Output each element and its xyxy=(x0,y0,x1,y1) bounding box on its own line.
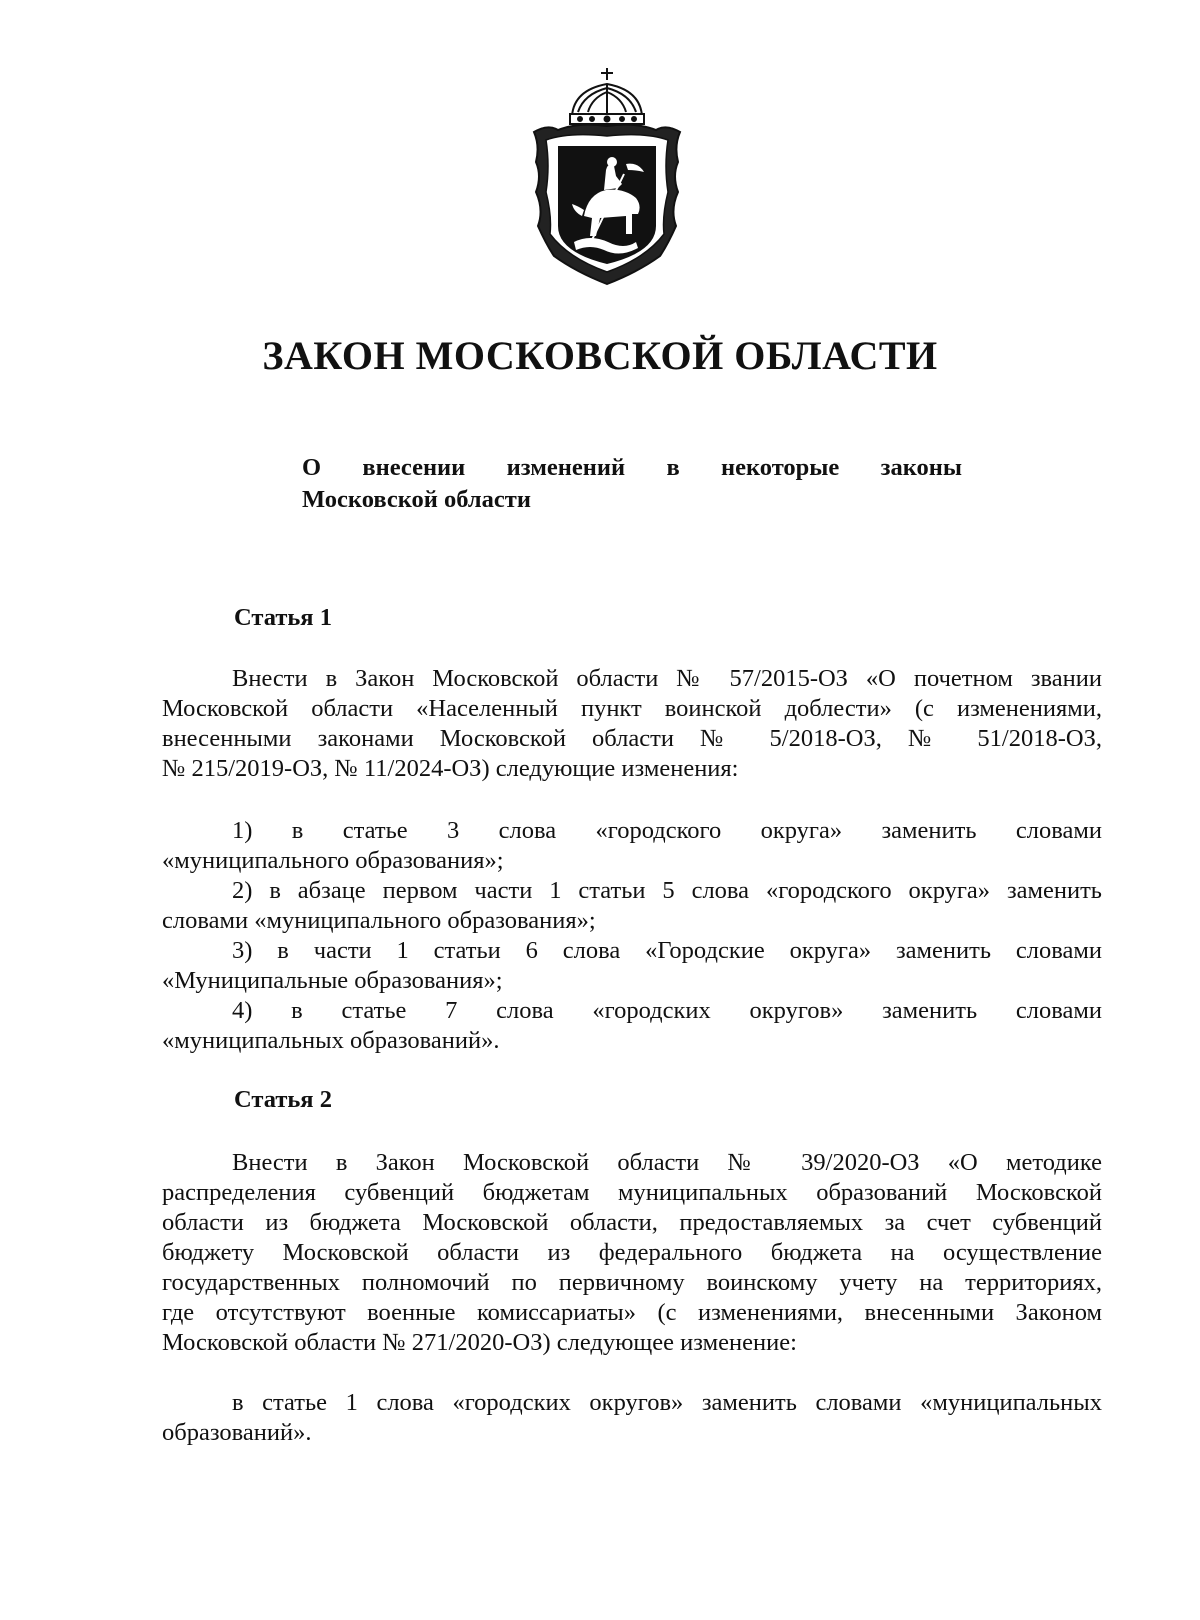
article-1-item-3 xyxy=(162,936,1102,996)
text-line: Московской области «Населенный пункт воинской доблести» (с изменениями, xyxy=(162,695,1102,722)
law-title: ЗАКОН МОСКОВСКОЙ ОБЛАСТИ xyxy=(262,333,938,378)
text-line: образований». xyxy=(162,1419,312,1446)
text-line: «муниципального образования»; xyxy=(162,847,504,874)
text-line: где отсутствуют военные комиссариаты» (с изменениями, внесенными Законом xyxy=(162,1299,1102,1326)
text-line: «Муниципальные образования»; xyxy=(162,967,503,994)
text-line: «муниципальных образований». xyxy=(162,1027,500,1054)
article-2-heading: Статья 2 xyxy=(234,1086,332,1113)
text-line: распределения субвенций бюджетам муниципальных образований Московской xyxy=(162,1179,1102,1206)
article-1-intro xyxy=(162,664,1102,784)
text-line: № 215/2019-ОЗ, № 11/2024-ОЗ) следующие изменения: xyxy=(162,755,739,782)
law-subject-line-2: Московской области xyxy=(302,486,531,513)
text-line: Внести в Закон Московской области № 39/2020-ОЗ «О методике xyxy=(232,1149,1102,1176)
law-subject-line-1: О внесении изменений в некоторые законы xyxy=(302,454,962,481)
text-line: бюджету Московской области из федерального бюджета на осуществление xyxy=(162,1239,1102,1266)
text-line: внесенными законами Московской области № 5/2018-ОЗ, № 51/2018-ОЗ, xyxy=(162,725,1102,752)
text-line: 3) в части 1 статьи 6 слова «Городские округа» заменить словами xyxy=(232,937,1102,964)
text-line: Московской области № 271/2020-ОЗ) следующее изменение: xyxy=(162,1329,797,1356)
text-line: словами «муниципального образования»; xyxy=(162,907,596,934)
article-2-intro xyxy=(162,1148,1102,1358)
coat-of-arms-emblem xyxy=(528,66,686,288)
text-line: области из бюджета Московской области, предоставляемых за счет субвенций xyxy=(162,1209,1102,1236)
text-line: Внести в Закон Московской области № 57/2015-ОЗ «О почетном звании xyxy=(232,665,1102,692)
article-1-heading: Статья 1 xyxy=(234,604,332,631)
article-2-change xyxy=(162,1388,1102,1448)
text-line: 2) в абзаце первом части 1 статьи 5 слова «городского округа» заменить xyxy=(232,877,1102,904)
text-line: в статье 1 слова «городских округов» заменить словами «муниципальных xyxy=(232,1389,1102,1416)
text-line: государственных полномочий по первичному воинскому учету на территориях, xyxy=(162,1269,1102,1296)
article-1-item-4 xyxy=(162,996,1102,1056)
text-line: 1) в статье 3 слова «городского округа» заменить словами xyxy=(232,817,1102,844)
law-subject xyxy=(302,452,962,516)
text-line: 4) в статье 7 слова «городских округов» заменить словами xyxy=(232,997,1102,1024)
article-1-item-1 xyxy=(162,816,1102,876)
article-1-item-2 xyxy=(162,876,1102,936)
